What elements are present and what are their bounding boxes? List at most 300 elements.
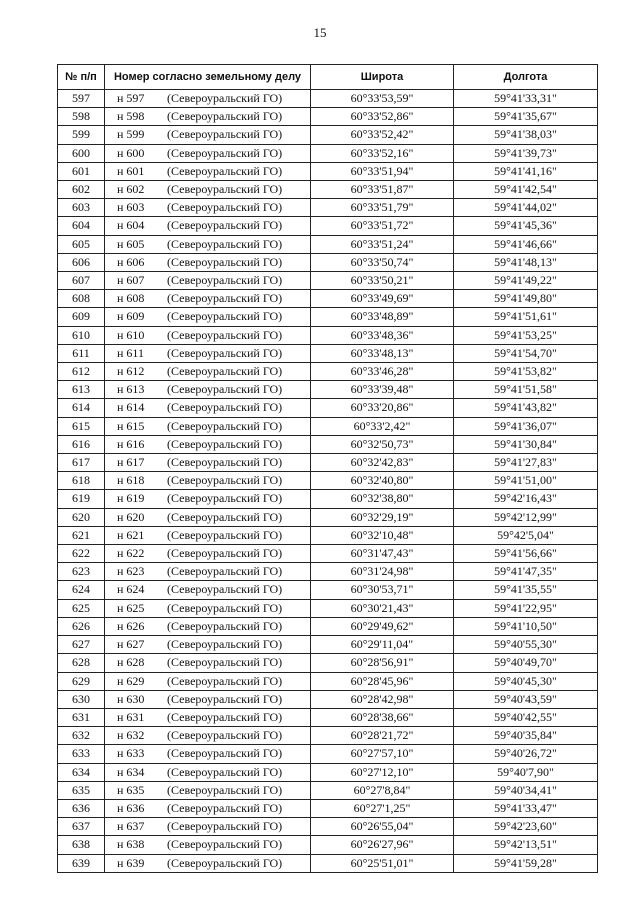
table-row [58, 454, 598, 472]
row-number: 634 [58, 763, 105, 781]
land-case-number [105, 727, 311, 745]
row-number: 638 [58, 836, 105, 854]
point-code: н 622 [117, 546, 145, 561]
longitude-cell: 59°41'39,73" [454, 144, 598, 162]
row-number: 598 [58, 108, 105, 126]
point-code: н 604 [117, 218, 145, 233]
land-case-number [105, 417, 311, 435]
latitude-cell: 60°28'38,66" [311, 708, 454, 726]
table-row [58, 235, 598, 253]
table-row [58, 308, 598, 326]
point-code: н 625 [117, 600, 145, 615]
land-case-number [105, 672, 311, 690]
area-name: (Североуральский ГО) [167, 837, 283, 852]
point-code: н 626 [117, 618, 145, 633]
longitude-cell: 59°41'35,55" [454, 581, 598, 599]
point-code: н 624 [117, 582, 145, 597]
area-name: (Североуральский ГО) [167, 527, 283, 542]
area-name: (Североуральский ГО) [167, 800, 283, 815]
latitude-cell: 60°33'48,36" [311, 326, 454, 344]
land-case-number [105, 799, 311, 817]
point-code: н 620 [117, 509, 145, 524]
area-name: (Североуральский ГО) [167, 855, 283, 870]
table-row [58, 199, 598, 217]
header-lon: Долгота [454, 65, 598, 90]
longitude-cell: 59°41'38,03" [454, 126, 598, 144]
land-case-number [105, 581, 311, 599]
latitude-cell: 60°28'56,91" [311, 654, 454, 672]
area-name: (Североуральский ГО) [167, 637, 283, 652]
point-code: н 612 [117, 364, 145, 379]
area-name: (Североуральский ГО) [167, 764, 283, 779]
latitude-cell: 60°28'45,96" [311, 672, 454, 690]
latitude-cell: 60°32'50,73" [311, 435, 454, 453]
longitude-cell: 59°40'43,59" [454, 690, 598, 708]
land-case-number [105, 818, 311, 836]
latitude-cell: 60°26'27,96" [311, 836, 454, 854]
row-number: 626 [58, 617, 105, 635]
table-row [58, 181, 598, 199]
table-row [58, 545, 598, 563]
row-number: 639 [58, 854, 105, 872]
longitude-cell: 59°41'36,07" [454, 417, 598, 435]
table-row [58, 108, 598, 126]
land-case-number [105, 272, 311, 290]
row-number: 600 [58, 144, 105, 162]
point-code: н 602 [117, 182, 145, 197]
longitude-cell: 59°40'55,30" [454, 636, 598, 654]
table-row [58, 290, 598, 308]
longitude-cell: 59°41'48,13" [454, 253, 598, 271]
longitude-cell: 59°40'35,84" [454, 727, 598, 745]
latitude-cell: 60°33'53,59" [311, 90, 454, 108]
land-case-number [105, 108, 311, 126]
point-code: н 606 [117, 254, 145, 269]
area-name: (Североуральский ГО) [167, 546, 283, 561]
land-case-number [105, 344, 311, 362]
row-number: 614 [58, 399, 105, 417]
latitude-cell: 60°32'38,80" [311, 490, 454, 508]
latitude-cell: 60°27'8,84" [311, 781, 454, 799]
point-code: н 621 [117, 527, 145, 542]
land-case-number [105, 326, 311, 344]
row-number: 631 [58, 708, 105, 726]
land-case-number [105, 599, 311, 617]
latitude-cell: 60°33'46,28" [311, 363, 454, 381]
latitude-cell: 60°29'11,04" [311, 636, 454, 654]
land-case-number [105, 90, 311, 108]
area-name: (Североуральский ГО) [167, 418, 283, 433]
area-name: (Североуральский ГО) [167, 200, 283, 215]
point-code: н 611 [117, 345, 144, 360]
point-code: н 597 [117, 91, 145, 105]
table-row [58, 490, 598, 508]
table-row [58, 417, 598, 435]
point-code: н 619 [117, 491, 145, 506]
area-name: (Североуральский ГО) [167, 364, 283, 379]
header-lat: Широта [311, 65, 454, 90]
longitude-cell: 59°40'26,72" [454, 745, 598, 763]
point-code: н 618 [117, 473, 145, 488]
point-code: н 600 [117, 145, 145, 160]
area-name: (Североуральский ГО) [167, 819, 283, 834]
latitude-cell: 60°33'52,42" [311, 126, 454, 144]
longitude-cell: 59°41'33,31" [454, 90, 598, 108]
table-row [58, 763, 598, 781]
row-number: 612 [58, 363, 105, 381]
area-name: (Североуральский ГО) [167, 182, 283, 197]
table-row [58, 435, 598, 453]
longitude-cell: 59°41'46,66" [454, 235, 598, 253]
table-row [58, 854, 598, 872]
area-name: (Североуральский ГО) [167, 709, 283, 724]
longitude-cell: 59°41'45,36" [454, 217, 598, 235]
point-code: н 634 [117, 764, 145, 779]
latitude-cell: 60°27'12,10" [311, 763, 454, 781]
area-name: (Североуральский ГО) [167, 491, 283, 506]
row-number: 615 [58, 417, 105, 435]
longitude-cell: 59°40'34,41" [454, 781, 598, 799]
area-name: (Североуральский ГО) [167, 127, 283, 142]
latitude-cell: 60°27'1,25" [311, 799, 454, 817]
longitude-cell: 59°41'59,28" [454, 854, 598, 872]
row-number: 599 [58, 126, 105, 144]
area-name: (Североуральский ГО) [167, 782, 283, 797]
table-row [58, 636, 598, 654]
land-case-number [105, 126, 311, 144]
area-name: (Североуральский ГО) [167, 163, 283, 178]
row-number: 621 [58, 526, 105, 544]
row-number: 597 [58, 90, 105, 108]
land-case-number [105, 199, 311, 217]
land-case-number [105, 836, 311, 854]
row-number: 611 [58, 344, 105, 362]
point-code: н 627 [117, 637, 145, 652]
row-number: 604 [58, 217, 105, 235]
latitude-cell: 60°33'39,48" [311, 381, 454, 399]
longitude-cell: 59°41'54,70" [454, 344, 598, 362]
point-code: н 601 [117, 163, 145, 178]
header-name: Номер согласно земельному делу [105, 65, 311, 90]
latitude-cell: 60°32'10,48" [311, 526, 454, 544]
latitude-cell: 60°30'53,71" [311, 581, 454, 599]
table-row [58, 272, 598, 290]
longitude-cell: 59°41'41,16" [454, 162, 598, 180]
coordinates-table [57, 64, 598, 873]
area-name: (Североуральский ГО) [167, 327, 283, 342]
longitude-cell: 59°41'49,80" [454, 290, 598, 308]
row-number: 613 [58, 381, 105, 399]
row-number: 623 [58, 563, 105, 581]
latitude-cell: 60°33'50,74" [311, 253, 454, 271]
row-number: 605 [58, 235, 105, 253]
land-case-number [105, 854, 311, 872]
table-row [58, 745, 598, 763]
table-row [58, 799, 598, 817]
land-case-number [105, 545, 311, 563]
point-code: н 609 [117, 309, 145, 324]
longitude-cell: 59°42'13,51" [454, 836, 598, 854]
table-row [58, 344, 598, 362]
row-number: 635 [58, 781, 105, 799]
latitude-cell: 60°33'49,69" [311, 290, 454, 308]
land-case-number [105, 144, 311, 162]
latitude-cell: 60°32'29,19" [311, 508, 454, 526]
longitude-cell: 59°41'56,66" [454, 545, 598, 563]
land-case-number [105, 690, 311, 708]
area-name: (Североуральский ГО) [167, 618, 283, 633]
land-case-number [105, 563, 311, 581]
longitude-cell: 59°41'42,54" [454, 181, 598, 199]
point-code: н 635 [117, 782, 145, 797]
area-name: (Североуральский ГО) [167, 273, 283, 288]
land-case-number [105, 472, 311, 490]
table-row [58, 217, 598, 235]
land-case-number [105, 308, 311, 326]
area-name: (Североуральский ГО) [167, 345, 283, 360]
longitude-cell: 59°42'16,43" [454, 490, 598, 508]
row-number: 607 [58, 272, 105, 290]
row-number: 609 [58, 308, 105, 326]
row-number: 625 [58, 599, 105, 617]
area-name: (Североуральский ГО) [167, 291, 283, 306]
point-code: н 639 [117, 855, 145, 870]
longitude-cell: 59°41'22,95" [454, 599, 598, 617]
point-code: н 616 [117, 436, 145, 451]
point-code: н 632 [117, 728, 145, 743]
longitude-cell: 59°41'53,25" [454, 326, 598, 344]
table-row [58, 727, 598, 745]
longitude-cell: 59°41'30,84" [454, 435, 598, 453]
land-case-number [105, 363, 311, 381]
row-number: 629 [58, 672, 105, 690]
latitude-cell: 60°33'51,72" [311, 217, 454, 235]
latitude-cell: 60°31'24,98" [311, 563, 454, 581]
area-name: (Североуральский ГО) [167, 582, 283, 597]
table-header-row [58, 65, 598, 90]
area-name: (Североуральский ГО) [167, 309, 283, 324]
latitude-cell: 60°32'40,80" [311, 472, 454, 490]
land-case-number [105, 217, 311, 235]
table-row [58, 690, 598, 708]
point-code: н 608 [117, 291, 145, 306]
latitude-cell: 60°27'57,10" [311, 745, 454, 763]
longitude-cell: 59°41'35,67" [454, 108, 598, 126]
land-case-number [105, 399, 311, 417]
point-code: н 605 [117, 236, 145, 251]
point-code: н 638 [117, 837, 145, 852]
area-name: (Североуральский ГО) [167, 109, 283, 124]
row-number: 617 [58, 454, 105, 472]
point-code: н 599 [117, 127, 145, 142]
table-row [58, 381, 598, 399]
table-row [58, 363, 598, 381]
latitude-cell: 60°33'48,13" [311, 344, 454, 362]
row-number: 601 [58, 162, 105, 180]
row-number: 603 [58, 199, 105, 217]
latitude-cell: 60°30'21,43" [311, 599, 454, 617]
row-number: 622 [58, 545, 105, 563]
longitude-cell: 59°40'49,70" [454, 654, 598, 672]
land-case-number [105, 636, 311, 654]
longitude-cell: 59°41'51,58" [454, 381, 598, 399]
point-code: н 613 [117, 382, 145, 397]
row-number: 636 [58, 799, 105, 817]
area-name: (Североуральский ГО) [167, 218, 283, 233]
point-code: н 615 [117, 418, 145, 433]
latitude-cell: 60°33'51,24" [311, 235, 454, 253]
land-case-number [105, 745, 311, 763]
row-number: 628 [58, 654, 105, 672]
point-code: н 603 [117, 200, 145, 215]
land-case-number [105, 617, 311, 635]
latitude-cell: 60°33'2,42" [311, 417, 454, 435]
area-name: (Североуральский ГО) [167, 236, 283, 251]
latitude-cell: 60°33'52,16" [311, 144, 454, 162]
longitude-cell: 59°41'53,82" [454, 363, 598, 381]
land-case-number [105, 654, 311, 672]
row-number: 637 [58, 818, 105, 836]
land-case-number [105, 381, 311, 399]
table-row [58, 526, 598, 544]
area-name: (Североуральский ГО) [167, 145, 283, 160]
longitude-cell: 59°42'23,60" [454, 818, 598, 836]
point-code: н 633 [117, 746, 145, 761]
land-case-number [105, 763, 311, 781]
point-code: н 631 [117, 709, 145, 724]
latitude-cell: 60°33'48,89" [311, 308, 454, 326]
area-name: (Североуральский ГО) [167, 655, 283, 670]
table-row [58, 253, 598, 271]
table-row [58, 126, 598, 144]
land-case-number [105, 781, 311, 799]
longitude-cell: 59°41'33,47" [454, 799, 598, 817]
table-row [58, 581, 598, 599]
area-name: (Североуральский ГО) [167, 382, 283, 397]
latitude-cell: 60°32'42,83" [311, 454, 454, 472]
point-code: н 628 [117, 655, 145, 670]
longitude-cell: 59°41'49,22" [454, 272, 598, 290]
area-name: (Североуральский ГО) [167, 600, 283, 615]
longitude-cell: 59°41'27,83" [454, 454, 598, 472]
point-code: н 598 [117, 109, 145, 124]
latitude-cell: 60°28'21,72" [311, 727, 454, 745]
row-number: 627 [58, 636, 105, 654]
row-number: 610 [58, 326, 105, 344]
row-number: 630 [58, 690, 105, 708]
area-name: (Североуральский ГО) [167, 673, 283, 688]
area-name: (Североуральский ГО) [167, 400, 283, 415]
area-name: (Североуральский ГО) [167, 91, 283, 105]
longitude-cell: 59°41'47,35" [454, 563, 598, 581]
latitude-cell: 60°31'47,43" [311, 545, 454, 563]
row-number: 632 [58, 727, 105, 745]
land-case-number [105, 162, 311, 180]
latitude-cell: 60°33'52,86" [311, 108, 454, 126]
latitude-cell: 60°25'51,01" [311, 854, 454, 872]
longitude-cell: 59°41'44,02" [454, 199, 598, 217]
land-case-number [105, 526, 311, 544]
point-code: н 630 [117, 691, 145, 706]
latitude-cell: 60°33'50,21" [311, 272, 454, 290]
area-name: (Североуральский ГО) [167, 746, 283, 761]
row-number: 633 [58, 745, 105, 763]
longitude-cell: 59°42'5,04" [454, 526, 598, 544]
table-row [58, 144, 598, 162]
latitude-cell: 60°33'51,87" [311, 181, 454, 199]
point-code: н 610 [117, 327, 145, 342]
point-code: н 623 [117, 564, 145, 579]
table-row [58, 672, 598, 690]
longitude-cell: 59°41'51,00" [454, 472, 598, 490]
area-name: (Североуральский ГО) [167, 691, 283, 706]
longitude-cell: 59°41'43,82" [454, 399, 598, 417]
row-number: 602 [58, 181, 105, 199]
latitude-cell: 60°33'51,94" [311, 162, 454, 180]
longitude-cell: 59°41'51,61" [454, 308, 598, 326]
page-number: 15 [313, 25, 327, 40]
land-case-number [105, 508, 311, 526]
point-code: н 617 [117, 455, 145, 470]
point-code: н 614 [117, 400, 145, 415]
point-code: н 629 [117, 673, 145, 688]
table-row [58, 508, 598, 526]
point-code: н 637 [117, 819, 145, 834]
table-row [58, 399, 598, 417]
row-number: 616 [58, 435, 105, 453]
point-code: н 636 [117, 800, 145, 815]
area-name: (Североуральский ГО) [167, 254, 283, 269]
land-case-number [105, 181, 311, 199]
row-number: 620 [58, 508, 105, 526]
table-body [58, 90, 598, 873]
latitude-cell: 60°26'55,04" [311, 818, 454, 836]
table-row [58, 781, 598, 799]
point-code: н 607 [117, 273, 145, 288]
latitude-cell: 60°33'20,86" [311, 399, 454, 417]
latitude-cell: 60°33'51,79" [311, 199, 454, 217]
longitude-cell: 59°40'42,55" [454, 708, 598, 726]
land-case-number [105, 290, 311, 308]
longitude-cell: 59°40'7,90" [454, 763, 598, 781]
row-number: 619 [58, 490, 105, 508]
table-row [58, 617, 598, 635]
longitude-cell: 59°42'12,99" [454, 508, 598, 526]
table-row [58, 472, 598, 490]
table-row [58, 326, 598, 344]
row-number: 606 [58, 253, 105, 271]
area-name: (Североуральский ГО) [167, 509, 283, 524]
row-number: 618 [58, 472, 105, 490]
latitude-cell: 60°29'49,62" [311, 617, 454, 635]
table-row [58, 708, 598, 726]
land-case-number [105, 490, 311, 508]
table-row [58, 836, 598, 854]
land-case-number [105, 435, 311, 453]
area-name: (Североуральский ГО) [167, 728, 283, 743]
table-row [58, 162, 598, 180]
land-case-number [105, 235, 311, 253]
header-num: № п/п [58, 65, 105, 90]
row-number: 608 [58, 290, 105, 308]
table-row [58, 90, 598, 108]
land-case-number [105, 708, 311, 726]
row-number: 624 [58, 581, 105, 599]
area-name: (Североуральский ГО) [167, 436, 283, 451]
table-row [58, 599, 598, 617]
longitude-cell: 59°40'45,30" [454, 672, 598, 690]
table-row [58, 563, 598, 581]
